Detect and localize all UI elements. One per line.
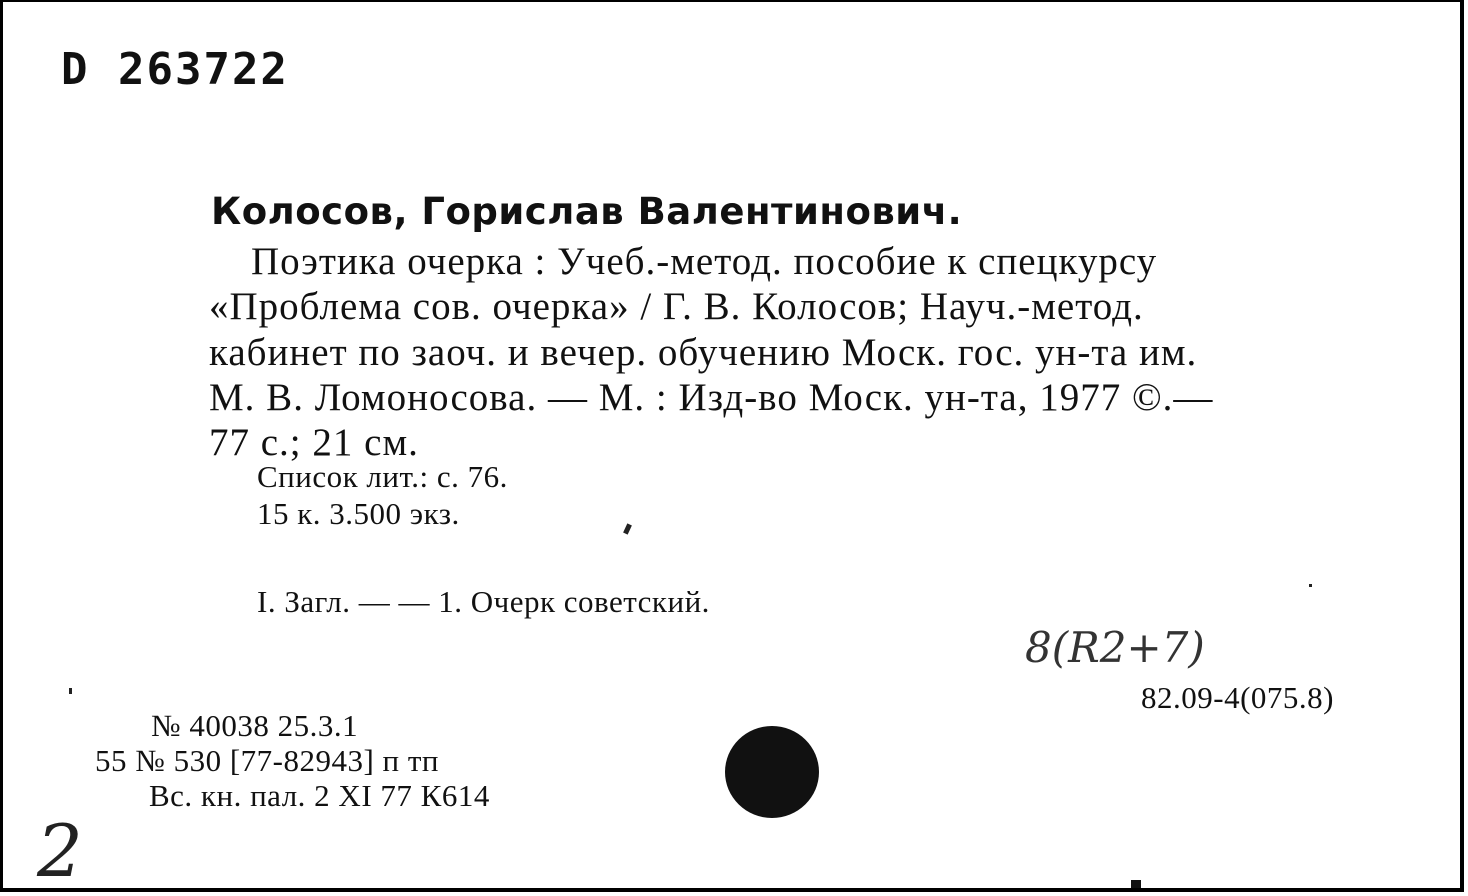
title-line-4: М. В. Ломоносова. — М. : Изд-во Моск. ун-та, 1977 ©.— bbox=[209, 376, 1214, 419]
ink-speck bbox=[69, 688, 72, 694]
imprint-line-3: Вс. кн. пал. 2 XI 77 К614 bbox=[149, 778, 490, 813]
handwritten-classification bbox=[1021, 600, 1221, 690]
punch-hole bbox=[725, 726, 819, 818]
bibliography-note: Список лит.: с. 76. bbox=[257, 459, 508, 494]
ink-speck bbox=[623, 523, 632, 534]
price-note: 15 к. 3.500 экз. bbox=[257, 496, 460, 531]
ink-speck bbox=[1131, 880, 1141, 888]
title-line-3: кабинет по заоч. и вечер. обучению Моск. гос. ун-та им. bbox=[209, 331, 1198, 374]
author-heading: Колосов, Горислав Валентинович. bbox=[211, 190, 963, 233]
svg-text:8(R2+7): 8(R2+7) bbox=[1025, 623, 1205, 672]
title-line-2: «Проблема сов. очерка» / Г. В. Колосов; Науч.-метод. bbox=[209, 285, 1144, 328]
title-line-5: 77 с.; 21 см. bbox=[209, 421, 419, 464]
imprint-line-2: 55 № 530 [77-82943] п тп bbox=[95, 743, 440, 778]
tracings: I. Загл. — — 1. Очерк советский. bbox=[257, 584, 710, 619]
title-line-1: Поэтика очерка : Учеб.-метод. пособие к спецкурсу bbox=[251, 240, 1158, 283]
imprint-line-1: № 40038 25.3.1 bbox=[151, 708, 359, 743]
call-number: D 263722 bbox=[61, 44, 289, 95]
ink-speck bbox=[1309, 584, 1312, 587]
svg-text:2: 2 bbox=[37, 810, 83, 890]
classification-index: 82.09-4(075.8) bbox=[1141, 680, 1334, 715]
handwritten-mark bbox=[31, 810, 101, 890]
